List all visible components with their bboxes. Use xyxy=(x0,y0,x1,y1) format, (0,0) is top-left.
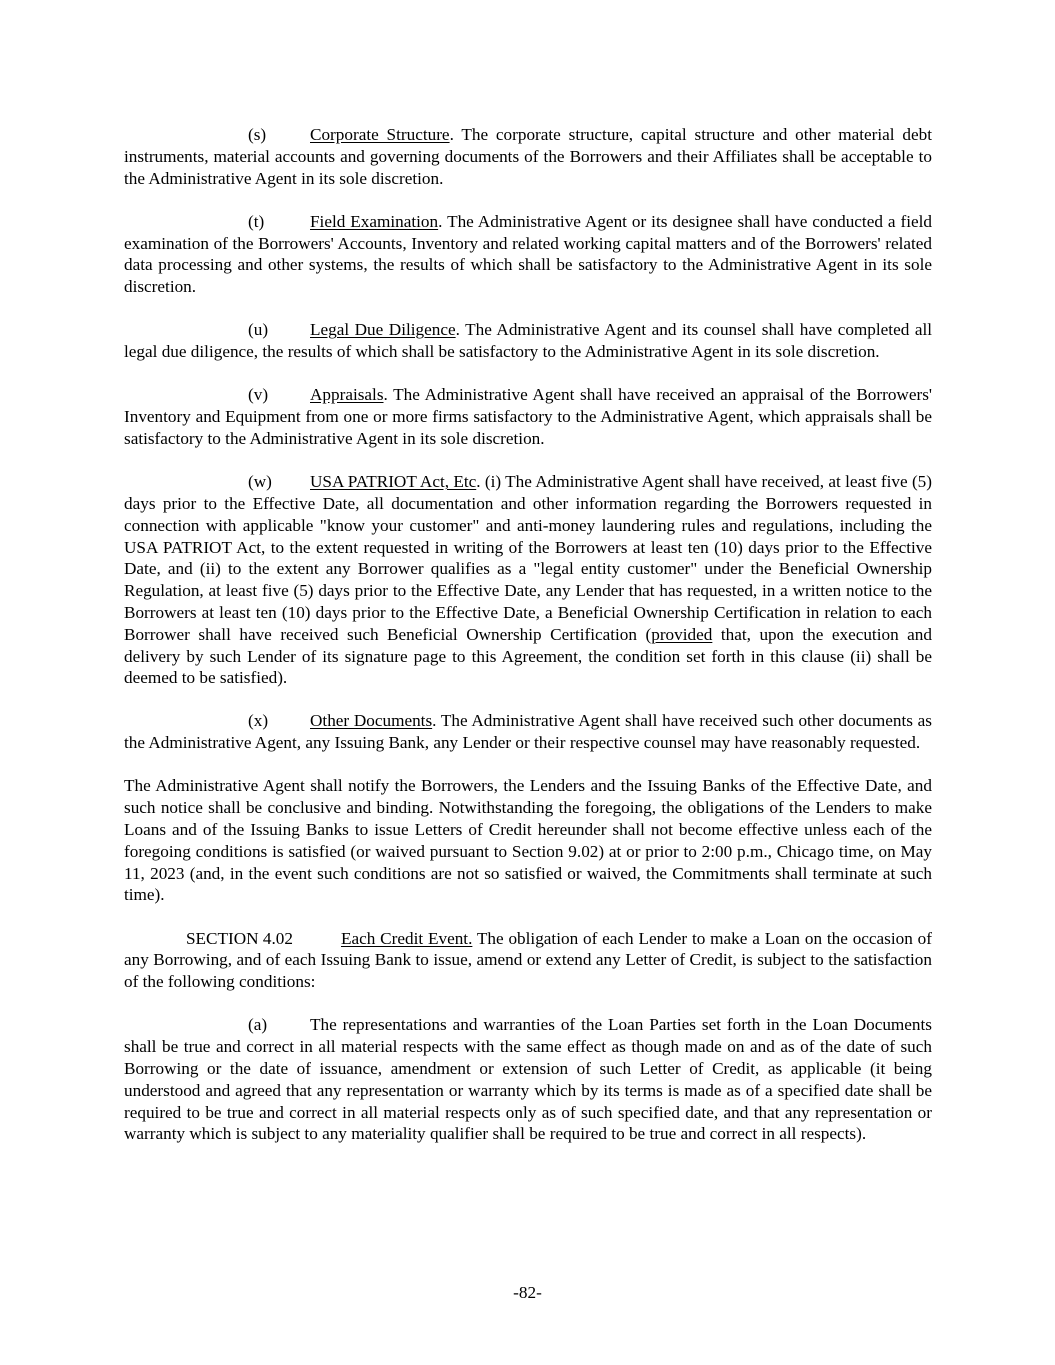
clause-label: (x) xyxy=(248,711,269,731)
clause-label: (a) xyxy=(248,1015,268,1035)
clause-text: . The Administrative Agent or its designee shall have conducted a field examination of the Borrowers' Accounts, Inventory and related working capital matters and of the Borrowers' related data processing and other systems, the results of which shall be satisfactory to the Administrative Agent in its sole discretion. xyxy=(124,211,932,297)
section-heading: Each Credit Event. xyxy=(341,928,473,948)
clause-text: . The Administrative Agent shall have received such other documents as the Administrative Agent, any Issuing Bank, any Lender or their respective counsel may have reasonably requested. xyxy=(124,711,932,753)
clause-label: (v) xyxy=(248,385,269,405)
clause-text-tail: that, upon the execution and delivery by such Lender of its signature page to this Agreement, the condition set forth in this clause (ii) shall be deemed to be satisfied). xyxy=(124,624,932,688)
clause-x xyxy=(124,710,932,754)
section-4-02 xyxy=(124,928,932,993)
clause-heading: USA PATRIOT Act, Etc xyxy=(310,472,477,492)
clause-heading: Legal Due Diligence xyxy=(310,320,456,340)
clause-heading: Field Examination xyxy=(310,211,439,231)
closing-paragraph: The Administrative Agent shall notify the Borrowers, the Lenders and the Issuing Banks of the Effective Date, and such notice shall be conclusive and binding. Notwithstanding the foregoing, the obligations of the Lenders to make Loans and of the Issuing Banks to issue Letters of Credit hereunder shall not become effective unless each of the foregoing conditions is satisfied (or waived pursuant to Section 9.02) at or prior to 2:00 p.m., Chicago time, on May 11, 2023 (and, in the event such conditions are not so satisfied or waived, the Commitments shall terminate at such time). xyxy=(124,776,932,905)
clause-u xyxy=(124,319,932,363)
clause-label: (u) xyxy=(248,320,269,340)
clause-t xyxy=(124,211,932,298)
clause-s xyxy=(124,124,932,189)
clause-text: . The Administrative Agent shall have received an appraisal of the Borrowers' Inventory and Equipment from one or more firms satisfactory to the Administrative Agent, which appraisals shall be satisfactory to the Administrative Agent in its sole discretion. xyxy=(124,385,932,448)
clause-heading: Appraisals xyxy=(310,385,384,405)
clause-inline-term: provided xyxy=(651,624,713,644)
clause-text: The representations and warranties of the Loan Parties set forth in the Loan Documents shall be true and correct in all material respects with the same effect as though made on and as of the date of such Borrowing or the date of issuance, amendment or extension of such Letter of Credit, as applicable (it being understood and agreed that any representation or warranty which by its terms is made as of a specified date shall be required to be true and correct in all material respects only as of such specified date, and that any representation or warranty which is subject to any materiality qualifier shall be required to be true and correct in all respects). xyxy=(124,1015,932,1144)
section-clause-a xyxy=(124,1014,932,1145)
clause-heading: Corporate Structure xyxy=(310,125,450,144)
clause-w xyxy=(124,471,932,689)
clause-text: . (i) The Administrative Agent shall have received, at least five (5) days prior to the Effective Date, all documentation and other information regarding the Borrowers requested in connection with applicable "know your customer" and anti-money laundering rules and regulations, including the USA PATRIOT Act, to the extent requested in writing of the Borrowers at least ten (10) days prior to the Effective Date, and (ii) to the extent any Borrower qualifies as a "legal entity customer" under the Beneficial Ownership Regulation, at least five (5) days prior to the Effective Date, any Lender that has requested, in a written notice to the Borrowers at least ten (10) days prior to the Effective Date, a Beneficial Ownership Certification in relation to each Borrower shall have received such Beneficial Ownership Certification ( xyxy=(124,472,932,644)
document-page xyxy=(124,124,932,1167)
page-number: -82- xyxy=(513,1283,542,1302)
clause-label: (t) xyxy=(248,211,265,231)
clause-text: . The corporate structure, capital structure and other material debt instruments, material accounts and governing documents of the Borrowers and their Affiliates shall be acceptable to the Administrative Agent in its sole discretion. xyxy=(124,125,932,188)
clause-v xyxy=(124,384,932,449)
clause-label: (s) xyxy=(248,125,267,144)
clause-label: (w) xyxy=(248,472,272,492)
clause-heading: Other Documents xyxy=(310,711,433,731)
section-text: The obligation of each Lender to make a Loan on the occasion of any Borrowing, and of each Issuing Bank to issue, amend or extend any Letter of Credit, is subject to the satisfaction of the following conditions: xyxy=(124,928,932,992)
clause-text: . The Administrative Agent and its counsel shall have completed all legal due diligence, the results of which shall be satisfactory to the Administrative Agent in its sole discretion. xyxy=(124,320,932,362)
section-label: SECTION 4.02 xyxy=(186,928,293,948)
